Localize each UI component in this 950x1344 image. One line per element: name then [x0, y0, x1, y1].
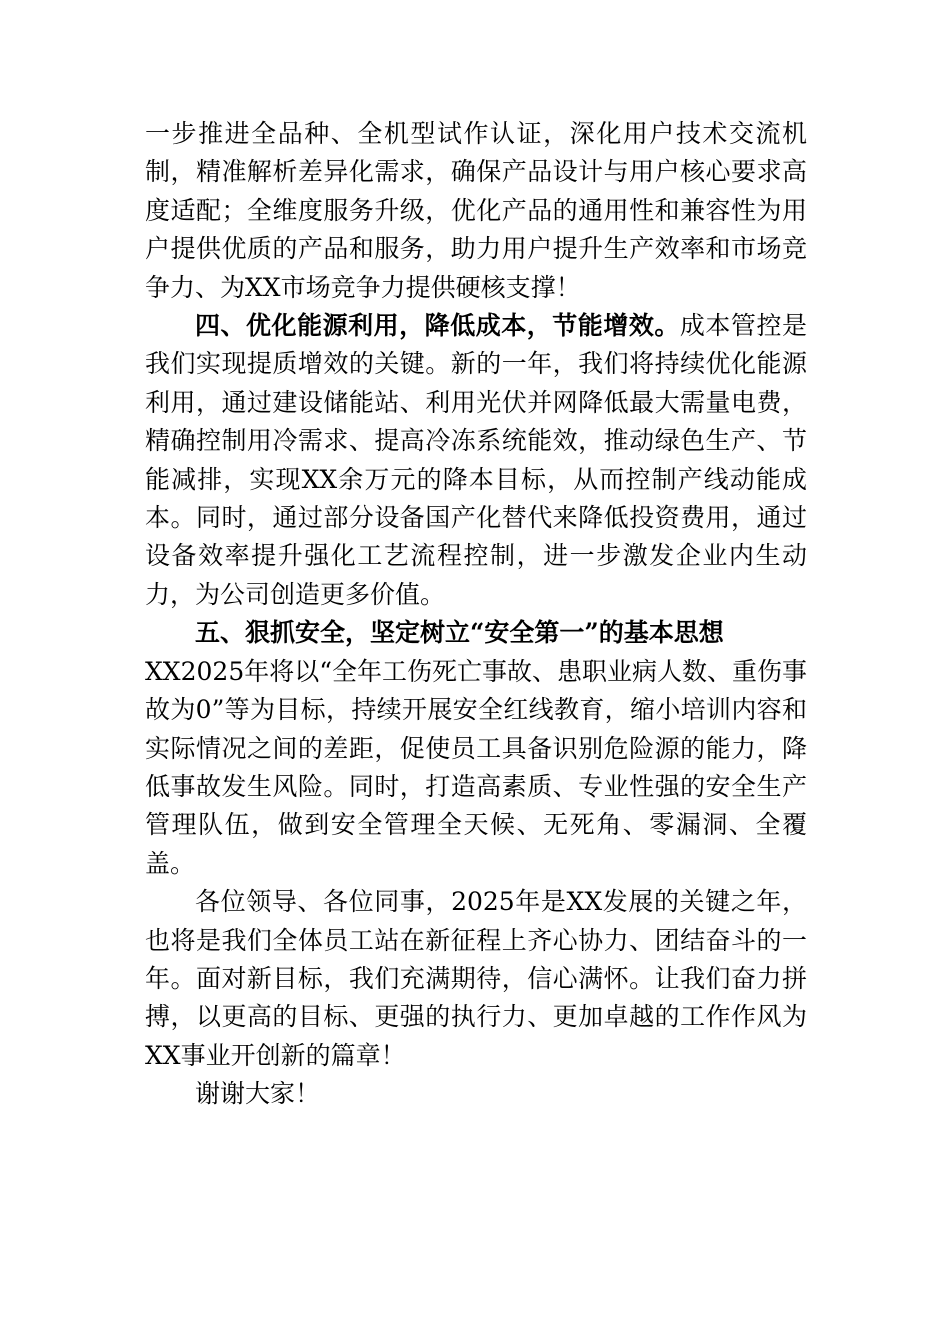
- paragraph-closing: [145, 883, 807, 1075]
- paragraph-section-five: [145, 614, 807, 883]
- paragraph-continued: [145, 115, 807, 307]
- paragraph-text: XX2025年将以“全年工伤死亡事故、患职业病人数、重伤事故为0”等为目标，持续开展安全红线教育，缩小培训内容和实际情况之间的差距，促使员工具备识别危险源的能力，降低事故发生风险。同时，打造高素质、专业性强的安全生产管理队伍，做到安全管理全天候、无死角、零漏洞、全覆盖。: [145, 656, 808, 878]
- paragraph-section-four: [145, 307, 807, 614]
- document-body: [145, 115, 807, 1114]
- section-four-heading: 四、优化能源利用，降低成本，节能增效。: [195, 311, 680, 341]
- paragraph-text: 各位领导、各位同事，2025年是XX发展的关键之年，也将是我们全体员工站在新征程上齐心协力、团结奋斗的一年。面对新目标，我们充满期待，信心满怀。让我们奋力拼搏，以更高的目标、更强的执行力、更加卓越的工作作风为XX事业开创新的篇章！: [145, 887, 807, 1070]
- paragraph-text: 成本管控是我们实现提质增效的关键。新的一年，我们将持续优化能源利用，通过建设储能站、利用光伏并网降低最大需量电费，精确控制用冷需求、提高冷冻系统能效，推动绿色生产、节能减排，实现XX余万元的降本目标，从而控制产线动能成本。同时，通过部分设备国产化替代来降低投资费用，通过设备效率提升强化工艺流程控制，进一步激发企业内生动力，为公司创造更多价值。: [145, 311, 807, 609]
- paragraph-thanks: [145, 1075, 807, 1113]
- section-five-heading: 五、狠抓安全，坚定树立“安全第一”的基本思想: [195, 618, 724, 648]
- paragraph-text: 一步推进全品种、全机型试作认证，深化用户技术交流机制，精准解析差异化需求，确保产品设计与用户核心要求高度适配；全维度服务升级，优化产品的通用性和兼容性为用户提供优质的产品和服务，助力用户提升生产效率和市场竞争力、为XX市场竞争力提供硬核支撑！: [145, 119, 807, 302]
- thanks-text: 谢谢大家！: [195, 1079, 321, 1109]
